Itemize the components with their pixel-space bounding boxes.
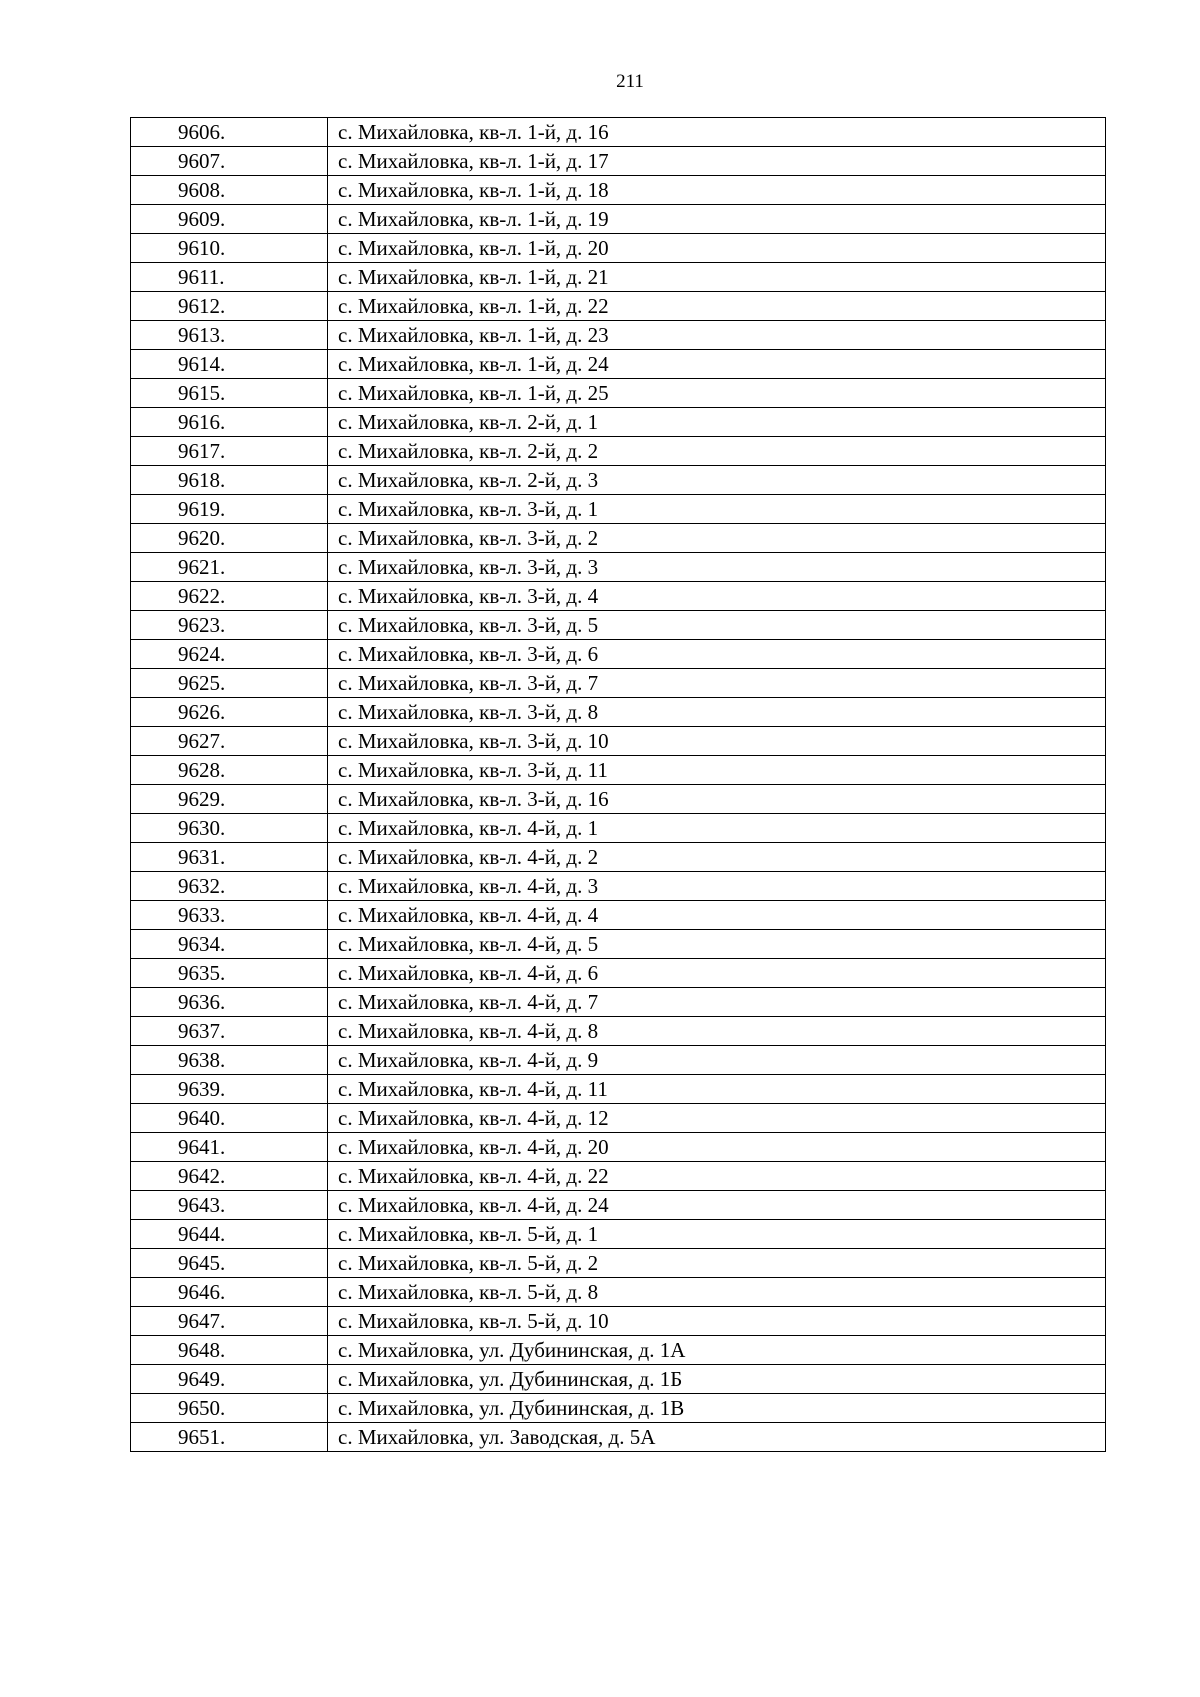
- row-number: 9633.: [131, 901, 328, 930]
- table-row: [131, 640, 1106, 669]
- row-address: с. Михайловка, кв-л. 3-й, д. 11: [328, 756, 1106, 785]
- row-address: с. Михайловка, кв-л. 4-й, д. 8: [328, 1017, 1106, 1046]
- row-address: с. Михайловка, кв-л. 1-й, д. 17: [328, 147, 1106, 176]
- row-number: 9611.: [131, 263, 328, 292]
- table-row: [131, 901, 1106, 930]
- row-number: 9618.: [131, 466, 328, 495]
- row-number: 9642.: [131, 1162, 328, 1191]
- table-row: [131, 1104, 1106, 1133]
- row-address: с. Михайловка, кв-л. 4-й, д. 6: [328, 959, 1106, 988]
- table-row: [131, 1394, 1106, 1423]
- table-row: [131, 582, 1106, 611]
- row-address: с. Михайловка, кв-л. 4-й, д. 7: [328, 988, 1106, 1017]
- row-number: 9608.: [131, 176, 328, 205]
- row-address: с. Михайловка, кв-л. 2-й, д. 1: [328, 408, 1106, 437]
- table-row: [131, 321, 1106, 350]
- table-row: [131, 466, 1106, 495]
- table-row: [131, 437, 1106, 466]
- row-address: с. Михайловка, кв-л. 5-й, д. 1: [328, 1220, 1106, 1249]
- page-number: 211: [616, 71, 644, 92]
- table-row: [131, 234, 1106, 263]
- row-number: 9614.: [131, 350, 328, 379]
- table-row: [131, 1365, 1106, 1394]
- row-number: 9625.: [131, 669, 328, 698]
- row-address: с. Михайловка, кв-л. 3-й, д. 8: [328, 698, 1106, 727]
- row-number: 9627.: [131, 727, 328, 756]
- address-table: [130, 117, 1106, 1452]
- row-address: с. Михайловка, кв-л. 3-й, д. 2: [328, 524, 1106, 553]
- row-address: с. Михайловка, кв-л. 5-й, д. 2: [328, 1249, 1106, 1278]
- row-number: 9630.: [131, 814, 328, 843]
- table-row: [131, 292, 1106, 321]
- table-row: [131, 959, 1106, 988]
- row-number: 9612.: [131, 292, 328, 321]
- row-number: 9648.: [131, 1336, 328, 1365]
- table-row: [131, 495, 1106, 524]
- row-address: с. Михайловка, ул. Заводская, д. 5А: [328, 1423, 1106, 1452]
- row-number: 9619.: [131, 495, 328, 524]
- row-number: 9635.: [131, 959, 328, 988]
- table-row: [131, 843, 1106, 872]
- row-number: 9651.: [131, 1423, 328, 1452]
- row-address: с. Михайловка, кв-л. 3-й, д. 1: [328, 495, 1106, 524]
- table-row: [131, 1220, 1106, 1249]
- row-address: с. Михайловка, кв-л. 4-й, д. 20: [328, 1133, 1106, 1162]
- row-number: 9647.: [131, 1307, 328, 1336]
- row-address: с. Михайловка, ул. Дубининская, д. 1В: [328, 1394, 1106, 1423]
- row-address: с. Михайловка, ул. Дубининская, д. 1Б: [328, 1365, 1106, 1394]
- row-number: 9616.: [131, 408, 328, 437]
- table-row: [131, 756, 1106, 785]
- table-row: [131, 1307, 1106, 1336]
- table-row: [131, 1162, 1106, 1191]
- table-row: [131, 669, 1106, 698]
- row-number: 9620.: [131, 524, 328, 553]
- row-address: с. Михайловка, кв-л. 3-й, д. 5: [328, 611, 1106, 640]
- row-number: 9632.: [131, 872, 328, 901]
- row-number: 9607.: [131, 147, 328, 176]
- row-number: 9610.: [131, 234, 328, 263]
- table-row: [131, 1278, 1106, 1307]
- table-row: [131, 176, 1106, 205]
- row-number: 9626.: [131, 698, 328, 727]
- table-row: [131, 930, 1106, 959]
- row-number: 9606.: [131, 118, 328, 147]
- row-number: 9609.: [131, 205, 328, 234]
- table-row: [131, 1046, 1106, 1075]
- table-row: [131, 263, 1106, 292]
- row-number: 9624.: [131, 640, 328, 669]
- table-row: [131, 698, 1106, 727]
- table-row: [131, 1423, 1106, 1452]
- row-number: 9638.: [131, 1046, 328, 1075]
- table-row: [131, 611, 1106, 640]
- row-address: с. Михайловка, кв-л. 1-й, д. 23: [328, 321, 1106, 350]
- row-address: с. Михайловка, кв-л. 4-й, д. 12: [328, 1104, 1106, 1133]
- row-number: 9637.: [131, 1017, 328, 1046]
- row-address: с. Михайловка, кв-л. 4-й, д. 2: [328, 843, 1106, 872]
- row-address: с. Михайловка, кв-л. 1-й, д. 16: [328, 118, 1106, 147]
- row-number: 9631.: [131, 843, 328, 872]
- row-number: 9639.: [131, 1075, 328, 1104]
- row-address: с. Михайловка, кв-л. 3-й, д. 7: [328, 669, 1106, 698]
- table-row: [131, 205, 1106, 234]
- row-address: с. Михайловка, кв-л. 4-й, д. 9: [328, 1046, 1106, 1075]
- row-address: с. Михайловка, кв-л. 5-й, д. 10: [328, 1307, 1106, 1336]
- row-number: 9615.: [131, 379, 328, 408]
- table-row: [131, 814, 1106, 843]
- row-address: с. Михайловка, кв-л. 4-й, д. 1: [328, 814, 1106, 843]
- row-address: с. Михайловка, кв-л. 3-й, д. 16: [328, 785, 1106, 814]
- table-row: [131, 727, 1106, 756]
- table-row: [131, 1017, 1106, 1046]
- row-address: с. Михайловка, ул. Дубининская, д. 1А: [328, 1336, 1106, 1365]
- row-number: 9636.: [131, 988, 328, 1017]
- row-address: с. Михайловка, кв-л. 4-й, д. 22: [328, 1162, 1106, 1191]
- row-number: 9621.: [131, 553, 328, 582]
- row-address: с. Михайловка, кв-л. 3-й, д. 4: [328, 582, 1106, 611]
- row-number: 9640.: [131, 1104, 328, 1133]
- row-number: 9649.: [131, 1365, 328, 1394]
- row-number: 9646.: [131, 1278, 328, 1307]
- row-number: 9622.: [131, 582, 328, 611]
- row-address: с. Михайловка, кв-л. 4-й, д. 3: [328, 872, 1106, 901]
- row-address: с. Михайловка, кв-л. 1-й, д. 19: [328, 205, 1106, 234]
- row-address: с. Михайловка, кв-л. 1-й, д. 24: [328, 350, 1106, 379]
- row-address: с. Михайловка, кв-л. 2-й, д. 2: [328, 437, 1106, 466]
- row-number: 9650.: [131, 1394, 328, 1423]
- table-row: [131, 408, 1106, 437]
- table-row: [131, 785, 1106, 814]
- table-row: [131, 118, 1106, 147]
- row-address: с. Михайловка, кв-л. 2-й, д. 3: [328, 466, 1106, 495]
- row-number: 9628.: [131, 756, 328, 785]
- table-row: [131, 1191, 1106, 1220]
- row-address: с. Михайловка, кв-л. 3-й, д. 3: [328, 553, 1106, 582]
- row-number: 9641.: [131, 1133, 328, 1162]
- table-row: [131, 1336, 1106, 1365]
- row-address: с. Михайловка, кв-л. 4-й, д. 24: [328, 1191, 1106, 1220]
- row-address: с. Михайловка, кв-л. 1-й, д. 21: [328, 263, 1106, 292]
- row-number: 9644.: [131, 1220, 328, 1249]
- table-row: [131, 1075, 1106, 1104]
- row-number: 9617.: [131, 437, 328, 466]
- row-number: 9613.: [131, 321, 328, 350]
- row-address: с. Михайловка, кв-л. 4-й, д. 5: [328, 930, 1106, 959]
- table-row: [131, 147, 1106, 176]
- row-address: с. Михайловка, кв-л. 3-й, д. 6: [328, 640, 1106, 669]
- row-address: с. Михайловка, кв-л. 4-й, д. 4: [328, 901, 1106, 930]
- table-row: [131, 988, 1106, 1017]
- row-address: с. Михайловка, кв-л. 1-й, д. 18: [328, 176, 1106, 205]
- row-address: с. Михайловка, кв-л. 5-й, д. 8: [328, 1278, 1106, 1307]
- row-address: с. Михайловка, кв-л. 1-й, д. 20: [328, 234, 1106, 263]
- row-address: с. Михайловка, кв-л. 1-й, д. 22: [328, 292, 1106, 321]
- table-row: [131, 553, 1106, 582]
- row-number: 9623.: [131, 611, 328, 640]
- table-row: [131, 1133, 1106, 1162]
- table-row: [131, 1249, 1106, 1278]
- row-number: 9629.: [131, 785, 328, 814]
- row-address: с. Михайловка, кв-л. 4-й, д. 11: [328, 1075, 1106, 1104]
- table-row: [131, 872, 1106, 901]
- address-table-body: [131, 118, 1106, 1452]
- table-row: [131, 524, 1106, 553]
- row-number: 9643.: [131, 1191, 328, 1220]
- row-address: с. Михайловка, кв-л. 1-й, д. 25: [328, 379, 1106, 408]
- row-number: 9645.: [131, 1249, 328, 1278]
- row-number: 9634.: [131, 930, 328, 959]
- row-address: с. Михайловка, кв-л. 3-й, д. 10: [328, 727, 1106, 756]
- table-row: [131, 350, 1106, 379]
- table-row: [131, 379, 1106, 408]
